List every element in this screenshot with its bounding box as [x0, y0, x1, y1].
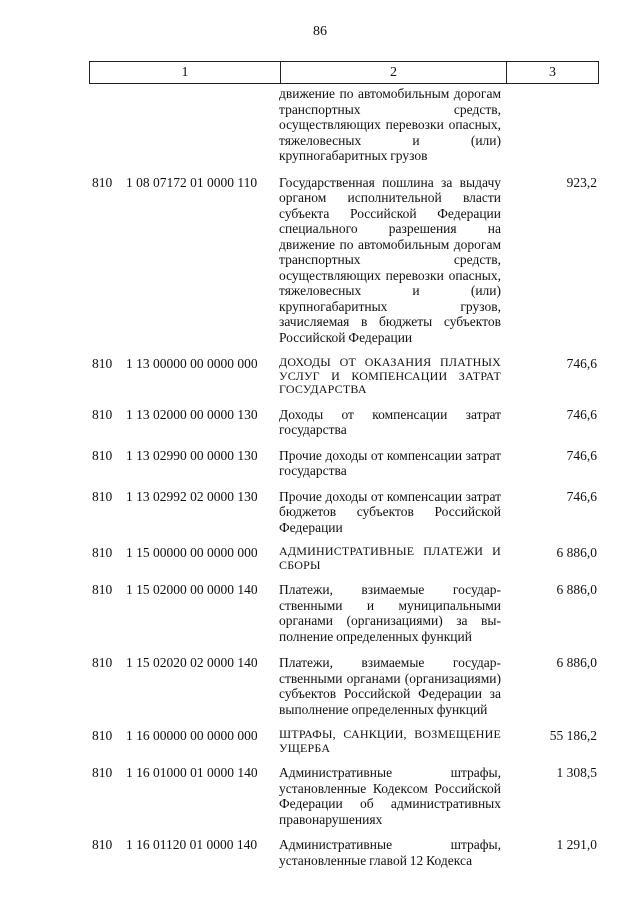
budget-classification-code: 1 16 00000 00 0000 000	[126, 728, 258, 743]
row-code-cell	[89, 489, 279, 536]
row-name: Государственная пошлина за выдачу органом исполнительной власти субъекта Российской Федерации специального разрешения на движение по автомобильным дорогам транспортных средств, осуществляющих перевозки опасных, тяжеловесных и (или) крупногабаритных грузов, зачисляемая в бюджеты субъектов Российской Федерации	[279, 174, 501, 345]
budget-classification-code: 1 13 00000 00 0000 000	[126, 356, 258, 371]
row-amount: 1 308,5	[556, 765, 597, 780]
column-header-1: 1	[90, 62, 281, 83]
row-name: Платежи, взимаемые государственными органами (организациями) субъектов Российской Федерации за выполнение определенных функций	[279, 655, 501, 717]
row-name: Административные штрафы, установленные Кодексом Российской Федерации об административных правонарушениях	[279, 765, 501, 827]
table-row	[89, 655, 599, 717]
row-code-cell	[89, 765, 279, 827]
budget-classification-code: 1 13 02992 02 0000 130	[126, 488, 258, 504]
table-row	[89, 407, 599, 438]
budget-classification-code: 1 16 01000 01 0000 140	[126, 765, 258, 780]
budget-classification-code: 1 15 02020 02 0000 140	[126, 655, 258, 670]
table-row	[89, 356, 599, 397]
table-row	[89, 728, 599, 755]
row-code-cell	[89, 655, 279, 717]
budget-classification-code: 1 15 02000 00 0000 140	[126, 582, 258, 597]
budget-classification-code: 1 16 01120 01 0000 140	[126, 837, 258, 852]
admin-code: 810	[92, 765, 113, 780]
table-row	[89, 765, 599, 827]
table-row	[89, 489, 599, 536]
row-name: движение по автомобильным дорогам транспортных средств, осуществляющих перевозки опасных, тяжеловесных и (или) крупногабаритных грузов	[279, 86, 501, 163]
row-amount: 6 886,0	[556, 655, 597, 670]
row-name: АДМИНИСТРАТИВНЫЕ ПЛАТЕЖИ И СБОРЫ	[279, 544, 501, 572]
page-number: 86	[313, 24, 327, 39]
table-row	[89, 175, 599, 346]
row-amount: 923,2	[566, 174, 597, 190]
admin-code: 810	[92, 356, 113, 371]
row-amount: 6 886,0	[556, 582, 597, 597]
admin-code: 810	[92, 406, 113, 422]
row-code-cell	[89, 175, 279, 346]
table-row	[89, 582, 599, 644]
row-name: Доходы от компенсации затрат государства	[279, 406, 501, 437]
row-name: Прочие доходы от компенсации затрат бюджетов субъектов Российской Федерации	[279, 488, 501, 535]
table-row	[89, 545, 599, 572]
budget-classification-code: 1 13 02990 00 0000 130	[126, 447, 258, 463]
row-amount: 746,6	[566, 488, 597, 504]
budget-classification-code: 1 15 00000 00 0000 000	[126, 545, 258, 560]
admin-code: 810	[92, 488, 113, 504]
budget-classification-code: 1 08 07172 01 0000 110	[126, 174, 258, 190]
row-amount: 1 291,0	[556, 837, 597, 852]
row-amount: 746,6	[566, 406, 597, 422]
table-row	[89, 448, 599, 479]
row-amount: 746,6	[566, 447, 597, 463]
admin-code: 810	[92, 447, 113, 463]
table-column-header	[89, 61, 599, 84]
row-code-cell	[89, 448, 279, 479]
budget-classification-code: 1 13 02000 00 0000 130	[126, 406, 258, 422]
row-amount: 55 186,2	[549, 728, 597, 743]
row-name: Прочие доходы от компенсации затрат государства	[279, 447, 501, 478]
admin-code: 810	[92, 655, 113, 670]
table-row	[89, 86, 599, 164]
row-code-cell	[89, 86, 279, 164]
row-amount: 6 886,0	[556, 545, 597, 560]
row-amount	[501, 86, 599, 164]
row-code-cell	[89, 407, 279, 438]
income-table-body	[89, 86, 599, 868]
row-name: Административные штрафы, установленные главой 12 Кодекса	[279, 837, 501, 868]
admin-code: 810	[92, 582, 113, 597]
row-amount: 746,6	[566, 356, 597, 371]
admin-code: 810	[92, 728, 113, 743]
row-code-cell	[89, 356, 279, 397]
column-header-2: 2	[281, 62, 507, 83]
admin-code: 810	[92, 837, 113, 852]
row-name: Платежи, взимаемые государственными и муниципальными органами (организациями) за выполнение определенных функций	[279, 582, 501, 644]
admin-code: 810	[92, 174, 113, 190]
row-code-cell	[89, 582, 279, 644]
row-name: ШТРАФЫ, САНКЦИИ, ВОЗМЕЩЕНИЕ УЩЕРБА	[279, 727, 501, 755]
row-name: ДОХОДЫ ОТ ОКАЗАНИЯ ПЛАТНЫХ УСЛУГ И КОМПЕНСАЦИИ ЗАТРАТ ГОСУДАРСТВА	[279, 355, 501, 396]
row-code-cell	[89, 545, 279, 572]
table-row	[89, 837, 599, 868]
row-code-cell	[89, 728, 279, 755]
column-header-3: 3	[549, 64, 556, 80]
row-code-cell	[89, 837, 279, 868]
admin-code: 810	[92, 545, 113, 560]
